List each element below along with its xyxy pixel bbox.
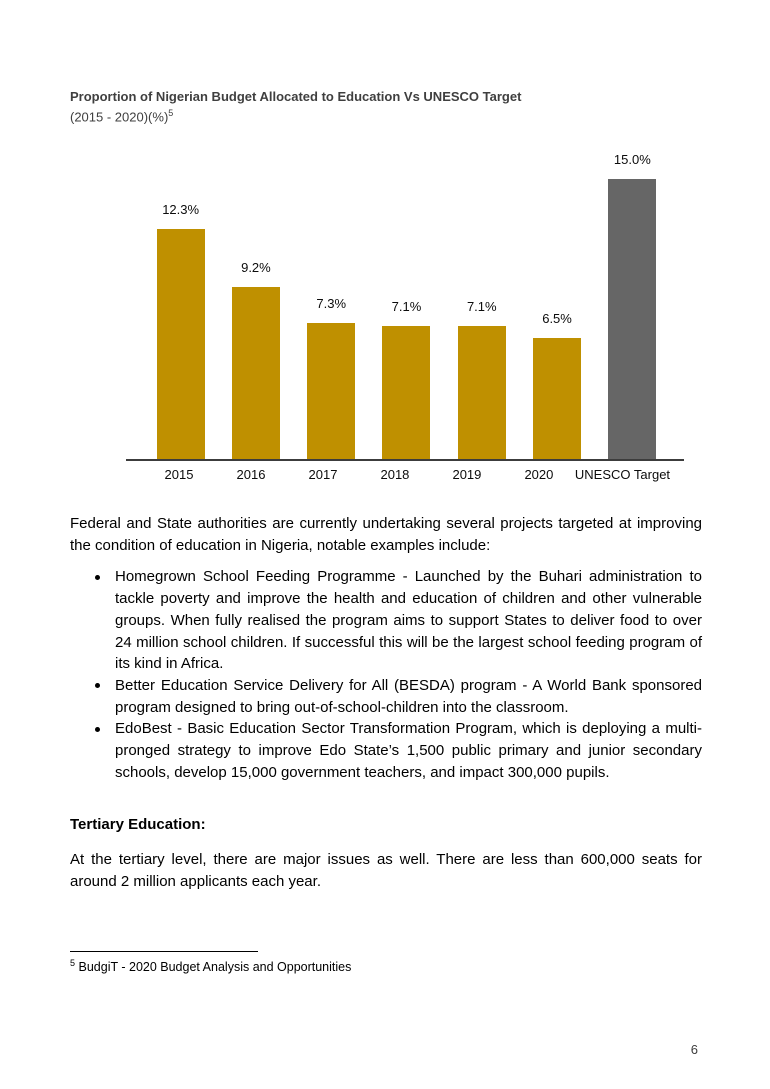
- x-axis-tick-label: UNESCO Target: [574, 467, 671, 482]
- x-axis-tick-label: 2016: [236, 467, 266, 482]
- chart-plot-area: [126, 150, 684, 461]
- footnote-divider: [70, 951, 258, 952]
- intro-paragraph: Federal and State authorities are currently undertaking several projects targeted at improving the condition of education in Nigeria, notable examples include:: [70, 515, 702, 554]
- bullet-list: [70, 566, 702, 783]
- list-item: Homegrown School Feeding Programme - Launched by the Buhari administration to tackle poverty and improve the health and education of children and other vulnerable groups. When fully realised the program aims to support States to deliver food to over 24 million school children. If successful this will be the largest school feeding program of its kind in Africa.: [70, 566, 702, 675]
- bar-value-label: 7.1%: [391, 299, 422, 315]
- chart-bar-column: [218, 150, 293, 459]
- chart-bar-column: [143, 150, 218, 459]
- x-axis-tick-label: 2019: [452, 467, 482, 482]
- chart-x-axis-labels: [126, 461, 684, 482]
- page-number: 6: [690, 1042, 698, 1057]
- bar: [533, 338, 581, 459]
- bar: [232, 287, 280, 459]
- bar-value-label: 15.0%: [613, 152, 651, 167]
- x-axis-tick-label: 2018: [380, 467, 410, 482]
- bar: [608, 179, 656, 459]
- x-axis-tick-label: 2015: [164, 467, 194, 482]
- list-item: Better Education Service Delivery for All (BESDA) program - A World Bank sponsored program designed to bring out-of-school-children into the classroom.: [70, 675, 702, 718]
- tertiary-paragraph: At the tertiary level, there are major issues as well. There are less than 600,000 seats for around 2 million applicants each year.: [70, 851, 702, 890]
- body-content: [70, 513, 702, 893]
- x-axis-tick-label: 2017: [308, 467, 338, 482]
- footnote-marker: 5: [70, 958, 76, 968]
- bar-value-label: 12.3%: [162, 202, 200, 218]
- footnote: [70, 951, 351, 974]
- chart-title-block: [70, 88, 521, 125]
- footnote-source: BudgiT - 2020 Budget Analysis and Opportunities: [78, 960, 352, 975]
- chart-bar-column: [595, 150, 670, 459]
- bar: [307, 323, 355, 459]
- bar-value-label: 9.2%: [241, 260, 271, 276]
- chart-subtitle-text: (2015 - 2020)(%): [70, 109, 169, 125]
- bar-chart: [126, 150, 684, 482]
- bar: [458, 326, 506, 459]
- bar-value-label: 7.1%: [466, 299, 497, 315]
- chart-bar-column: [369, 150, 444, 459]
- chart-bar-column: [294, 150, 369, 459]
- chart-title: Proportion of Nigerian Budget Allocated to Education Vs UNESCO Target: [70, 89, 522, 104]
- x-axis-tick-label: 2020: [524, 467, 554, 482]
- chart-bar-column: [444, 150, 519, 459]
- bar: [382, 326, 430, 459]
- tertiary-education-heading: Tertiary Education:: [70, 816, 206, 834]
- bar-value-label: 7.3%: [316, 295, 347, 311]
- list-item: EdoBest - Basic Education Sector Transformation Program, which is deploying a multi-pronged strategy to improve Edo State’s 1,500 public primary and junior secondary schools, develop 15,000 government teachers, and impact 300,000 pupils.: [70, 718, 702, 783]
- chart-subtitle: [70, 105, 521, 125]
- footnote-text: [70, 958, 351, 974]
- footnote-reference-mark: 5: [168, 108, 174, 118]
- bar: [157, 229, 205, 459]
- bar-value-label: 6.5%: [542, 310, 572, 326]
- chart-bar-column: [519, 150, 594, 459]
